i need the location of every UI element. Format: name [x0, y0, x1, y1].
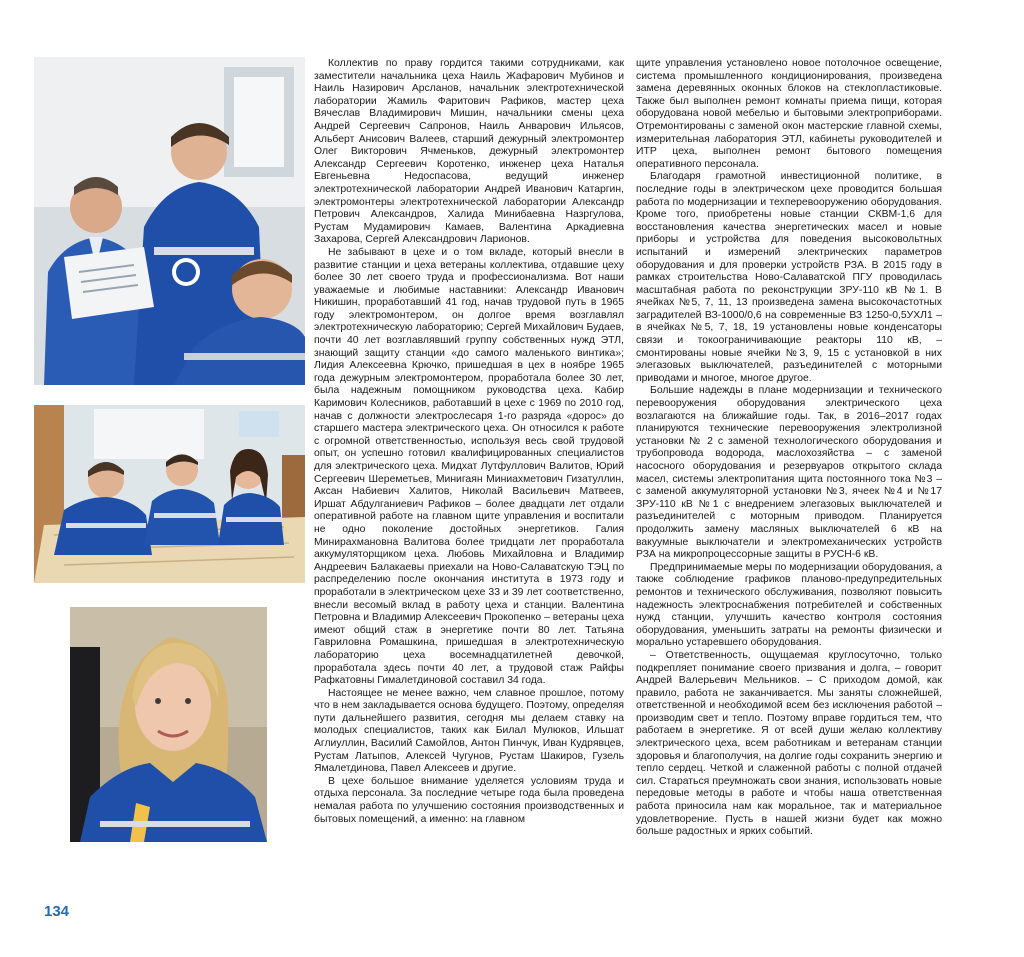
photo-woman-portrait-image: [70, 607, 267, 842]
photo-woman-portrait: [70, 607, 267, 842]
paragraph: – Ответственность, ощущаемая круглосуточно, только подкрепляет понимание своего призвания и долга, – говорит Андрей Валерьевич Мельников. – С приходом домой, как правило, работа не заканчивается. Мы заняты сложнейшей, ответственной и необходимой всем без исключения работой – производим свет и тепло. Поэтому вправе гордиться тем, что работаем в энергетике. Я от всей души желаю коллективу электрического цеха, всем работникам и ветеранам станции здоровья и благополучия, на долгие годы сохранить энергию и тепло сердец. Четкой и слаженной работы с полной отдачей сил. Стараться преумножать свои знания, использовать новые передовые методы в работе и чтобы наша ответственная работа приносила нам как моральное, так и материальное удовлетворение. Пусть в нашей жизни будет как можно больше радостных и ярких событий.: [636, 649, 942, 838]
text-column-middle: [314, 58, 624, 826]
paragraph: Коллектив по праву гордится такими сотрудниками, как заместители начальника цеха Наиль Жафарович Мубинов и Наиль Назирович Арсланов, начальник электротехнической лаборатории Жамиль Фаритович Рафиков, мастер цеха Вячеслав Владимирович Мишин, начальники смены цеха Андрей Сергеевич Сапронов, Наиль Анварович Ильясов, Альберт Анисович Валеев, старший дежурный электромонтер Олег Викторович Ячменьков, дежурный электромонтер Александр Сергеевич Коротенко, инженер цеха Наталья Евгеньевна Недоспасова, ведущий инженер электротехнической лаборатории Андрей Иванович Катаргин, электромонтеры электротехнической лаборатории Александр Петрович Александров, Халида Минибаевна Назргулова, Рустам Мудамирович Камаев, Валентина Аркадиевна Захарова, Сергей Александрович Ларионов.: [314, 58, 624, 246]
paragraph: щите управления установлено новое потолочное освещение, система промышленного кондиционирования, произведена замена деревянных оконных блоков на стеклопластиковые. Также был выполнен ремонт комнаты приема пищи, которая оборудована новой мебелью и бытовыми электроприборами. Отремонтированы с заменой окон мастерские главной схемы, измерительная лаборатория ЭТЛ, кабинеты руководителей и ИТР цеха, выполнен ремонт бытового помещения оперативного персонала.: [636, 58, 942, 170]
paragraph: Настоящее не менее важно, чем славное прошлое, потому что в нем закладывается основа будущего. Поэтому, определяя пути дальнейшего развития, сегодня мы делаем ставку на молодых специалистов, таких как Билал Мулюков, Ильшат Аглиуллин, Василий Самойлов, Антон Пинчук, Иван Кудрявцев, Рустам Латыпов, Алексей Чугунов, Рустам Шакиров, Гузель Ямалетдинова, Павел Алексеев и другие.: [314, 687, 624, 775]
paragraph: Большие надежды в плане модернизации и технического перевооружения оборудования электрического цеха возлагаются на ближайшие годы. Так, в 2016–2017 годах планируются технические перевооружения электролизной установки № 2 с заменой технологического оборудования и трубопровода водорода, маслохозяйства – с заменой насосного оборудования и резервуаров открытого склада масел, системы электропитания щита постоянного тока №3 – с заменой аккумуляторной установки №3, ячеек №4 и №17 ЗРУ-110 кВ №1 с внедрением элегазовых выключателей и разъединителей с моторным приводом. Планируется продолжить замену масляных выключателей 6 кВ на вакуумные выключатели и электромеханических устройств РЗА на микропроцессорные защиты в РУСН-6 кВ.: [636, 385, 942, 561]
page-number: 134: [44, 903, 70, 920]
photo-workers-reading-image: [34, 57, 305, 385]
paragraph: Предпринимаемые меры по модернизации оборудования, а также соблюдение графиков планово-предупредительных ремонтов и технического обслуживания, позволяют повысить надежность электроснабжения потребителей и собственных нужд станции, улучшить качество контроля состояния оборудования, уменьшить затраты на ремонты физически и морально устаревшего оборудования.: [636, 561, 942, 649]
photo-young-employees-image: [34, 405, 305, 583]
photo-workers-reading: [34, 57, 305, 385]
paragraph: Благодаря грамотной инвестиционной политике, в последние годы в электрическом цехе проводится большая работа по модернизации и техперевооружению оборудования. Кроме того, приобретены новые станции СКВМ-1,6 для восстановления качества энергетических масел и новые приборы и устройства для поведения высоковольтных испытаний и измерений электрических параметров оборудования и для проверки устройств РЗА. В 2015 году в рамках строительства Ново-Салаватской ПГУ проводилась масштабная работа по реконструкции ЗРУ-110 кВ №1. В ячейках №5, 7, 11, 13 произведена замена высокочастотных заградителей ВЗ-1000/0,6 на современные ВЗ 1250-0,5УХЛ1 – в ячейках №5, 7, 18, 19 установлены новые конденсаторы связи и токоограничивающие реакторы 110 кВ, – смонтированы новые ячейки №3, 9, 15 с установкой в них элегазовых выключателей, разъединителей с моторными приводами и многое, многое другое.: [636, 171, 942, 384]
text-column-right: [636, 58, 942, 839]
paragraph: Не забывают в цехе и о том вкладе, который внесли в развитие станции и цеха ветераны коллектива, отдавшие цеху более 30 лет своего труда и профессионализма. Вот наши уважаемые и любимые наставники: Александр Иванович Никишин, проработавший 41 год, начав трудовой путь в 1965 году электромонтером, он долгое время возглавлял электротехническую лабораторию; Сергей Михайлович Будаев, почти 40 лет возглавлявший группу собственных нужд ЭТЛ, знающий защиту станции «до самого маленького винтика»; Лидия Алексеевна Крючко, пришедшая в цех в ноябре 1965 года дежурным электромонтером, проработала более 30 лет, была надежным помощником руководства цеха. Кабир Каримович Колесников, работавший в цехе с 1969 по 2010 год, начав с должности электрослесаря 1-го разряда «дорос» до старшего мастера электрического цеха. Он относился к работе с огромной ответственностью, используя весь свой трудовой опыт, он успешно готовил квалифицированных специалистов для электрического цеха. Мидхат Лутфуллович Валитов, Юрий Сергеевич Шереметьев, Минигаян Миниахметович Гизатуллин, Аксан Набиевич Халитов, Николай Васильевич Матвеев, Иршат Абдулганиевич Рафиков – более двадцати лет отдали оперативной работе на главном щите управления и воспитали не одно поколение достойных энергетиков. Галия Минирахмановна Валитова более тридцати лет проработала аккумуляторщиком цеха. Любовь Михайловна и Владимир Андреевич Балакаевы приехали на Ново-Салаватскую ТЭЦ по распределению после окончания института в 1973 году и проработали в электрическом цехе 33 и 39 лет соответственно, внесли весомый вклад в работу цеха и станции. Валентина Петровна и Владимир Алексеевич Прокопенко – ветераны цеха имеют общий стаж в энергетике почти 80 лет. Татьяна Гавриловна Ромашкина, пришедшая в электротехническую лабораторию цеха восемнадцатилетней девочкой, проработала здесь почти 40 лет, а трудовой стаж Райфы Рафкатовны Гималетдиновой составил 34 года.: [314, 246, 624, 687]
photo-young-employees: [34, 405, 305, 583]
paragraph: В цехе большое внимание уделяется условиям труда и отдыха персонала. За последние четыре года была проведена немалая работа по улучшению состояния производственных и бытовых помещений, а именно: на главном: [314, 775, 624, 825]
